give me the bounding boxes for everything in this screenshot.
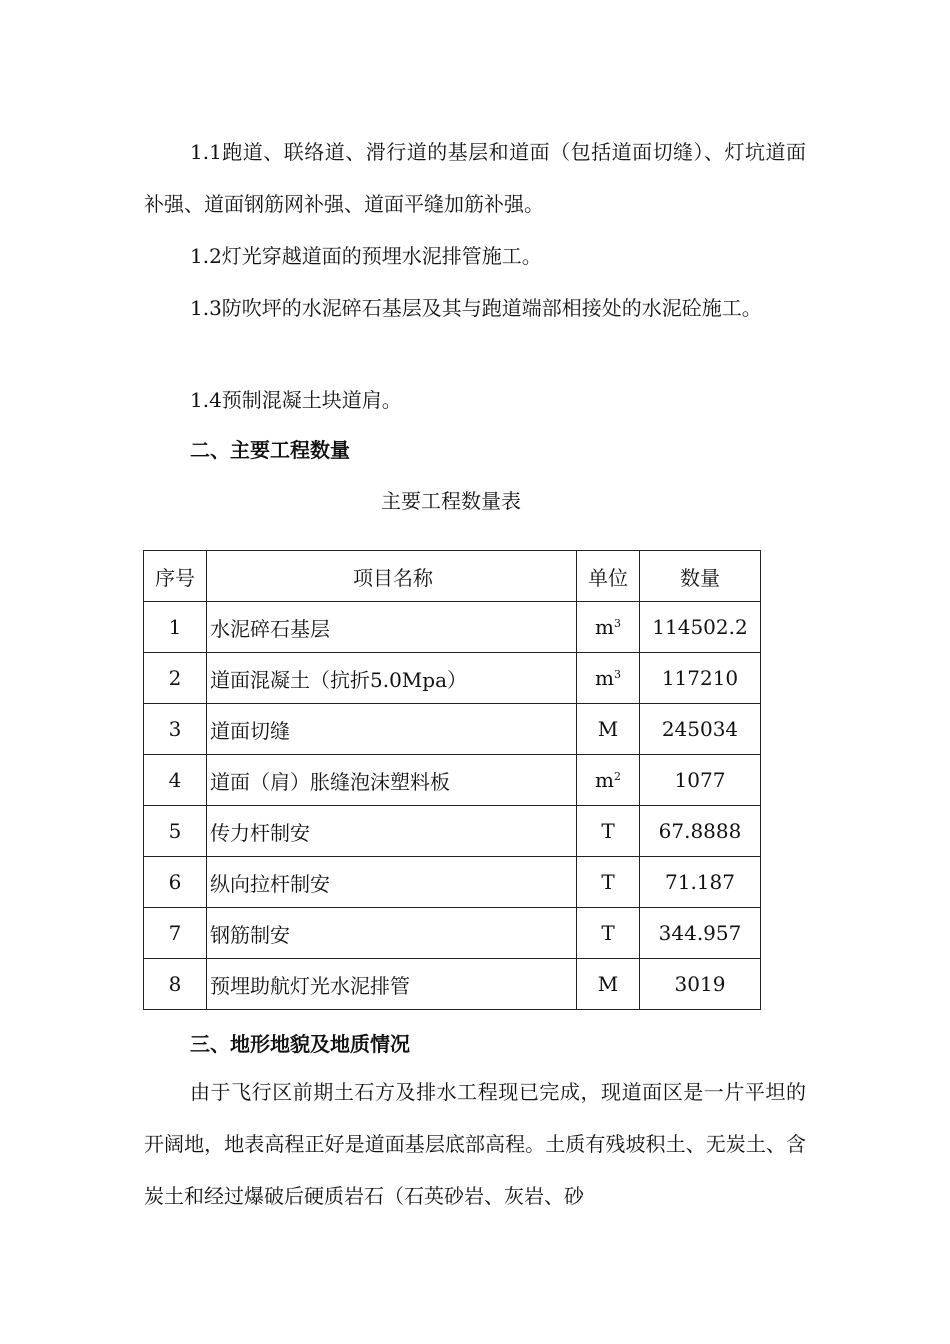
cell-qty: 245034 (640, 704, 761, 755)
cell-qty: 114502.2 (640, 602, 761, 653)
cell-unit: $m^2$ (577, 755, 640, 806)
paragraph-geology: 由于飞行区前期土石方及排水工程现已完成，现道面区是一片平坦的开阔地，地表高程正好是道面基层底部高程。土质有残坡积土、无炭土、含炭土和经过爆破后硬质岩石（石英砂岩、灰岩、砂 (144, 1080, 806, 1208)
table-row (144, 806, 761, 857)
cell-unit: $m^3$ (577, 653, 640, 704)
header-name: 项目名称 (207, 551, 577, 602)
section-heading-3: 三、地形地貌及地质情况 (190, 1032, 410, 1056)
cell-name: 传力杆制安 (207, 806, 577, 857)
table-row (144, 959, 761, 1010)
cell-no: 4 (144, 755, 207, 806)
table-body (144, 602, 761, 1010)
cell-name: 预埋助航灯光水泥排管 (207, 959, 577, 1010)
paragraph-1-4: 1.4预制混凝土块道肩。 (190, 388, 402, 412)
table-row (144, 704, 761, 755)
table-row (144, 602, 761, 653)
table-row (144, 908, 761, 959)
section-heading-2: 二、主要工程数量 (190, 438, 350, 462)
table-row (144, 755, 761, 806)
cell-qty: 71.187 (640, 857, 761, 908)
cell-name: 道面切缝 (207, 704, 577, 755)
cell-name: 钢筋制安 (207, 908, 577, 959)
cell-name: 纵向拉杆制安 (207, 857, 577, 908)
unit-exponent: 2 (613, 770, 621, 783)
cell-unit: T (577, 908, 640, 959)
cell-no: 1 (144, 602, 207, 653)
header-qty: 数量 (640, 551, 761, 602)
cell-no: 6 (144, 857, 207, 908)
cell-qty: 117210 (640, 653, 761, 704)
cell-qty: 67.8888 (640, 806, 761, 857)
cell-unit: T (577, 806, 640, 857)
quantity-table (143, 550, 761, 1010)
unit-exponent: 3 (613, 668, 621, 681)
cell-qty: 3019 (640, 959, 761, 1010)
cell-name: 道面混凝土（抗折5.0Mpa） (207, 653, 577, 704)
table-header-row (144, 551, 761, 602)
cell-qty: 1077 (640, 755, 761, 806)
paragraph-1-1: 1.1跑道、联络道、滑行道的基层和道面（包括道面切缝）、灯坑道面补强、道面钢筋网补强、道面平缝加筋补强。 (144, 140, 806, 216)
cell-no: 5 (144, 806, 207, 857)
paragraph-1-2: 1.2灯光穿越道面的预埋水泥排管施工。 (190, 244, 542, 268)
header-no: 序号 (144, 551, 207, 602)
paragraph-1-3: 1.3防吹坪的水泥碎石基层及其与跑道端部相接处的水泥砼施工。 (190, 296, 762, 320)
cell-qty: 344.957 (640, 908, 761, 959)
cell-unit: M (577, 704, 640, 755)
cell-name: 道面（肩）胀缝泡沫塑料板 (207, 755, 577, 806)
table-row (144, 653, 761, 704)
header-unit: 单位 (577, 551, 640, 602)
cell-no: 7 (144, 908, 207, 959)
cell-no: 2 (144, 653, 207, 704)
unit-exponent: 3 (613, 617, 621, 630)
table-caption: 主要工程数量表 (381, 489, 521, 513)
table-row (144, 857, 761, 908)
cell-no: 3 (144, 704, 207, 755)
cell-unit: $m^3$ (577, 602, 640, 653)
cell-name: 水泥碎石基层 (207, 602, 577, 653)
cell-no: 8 (144, 959, 207, 1010)
cell-unit: M (577, 959, 640, 1010)
cell-unit: T (577, 857, 640, 908)
